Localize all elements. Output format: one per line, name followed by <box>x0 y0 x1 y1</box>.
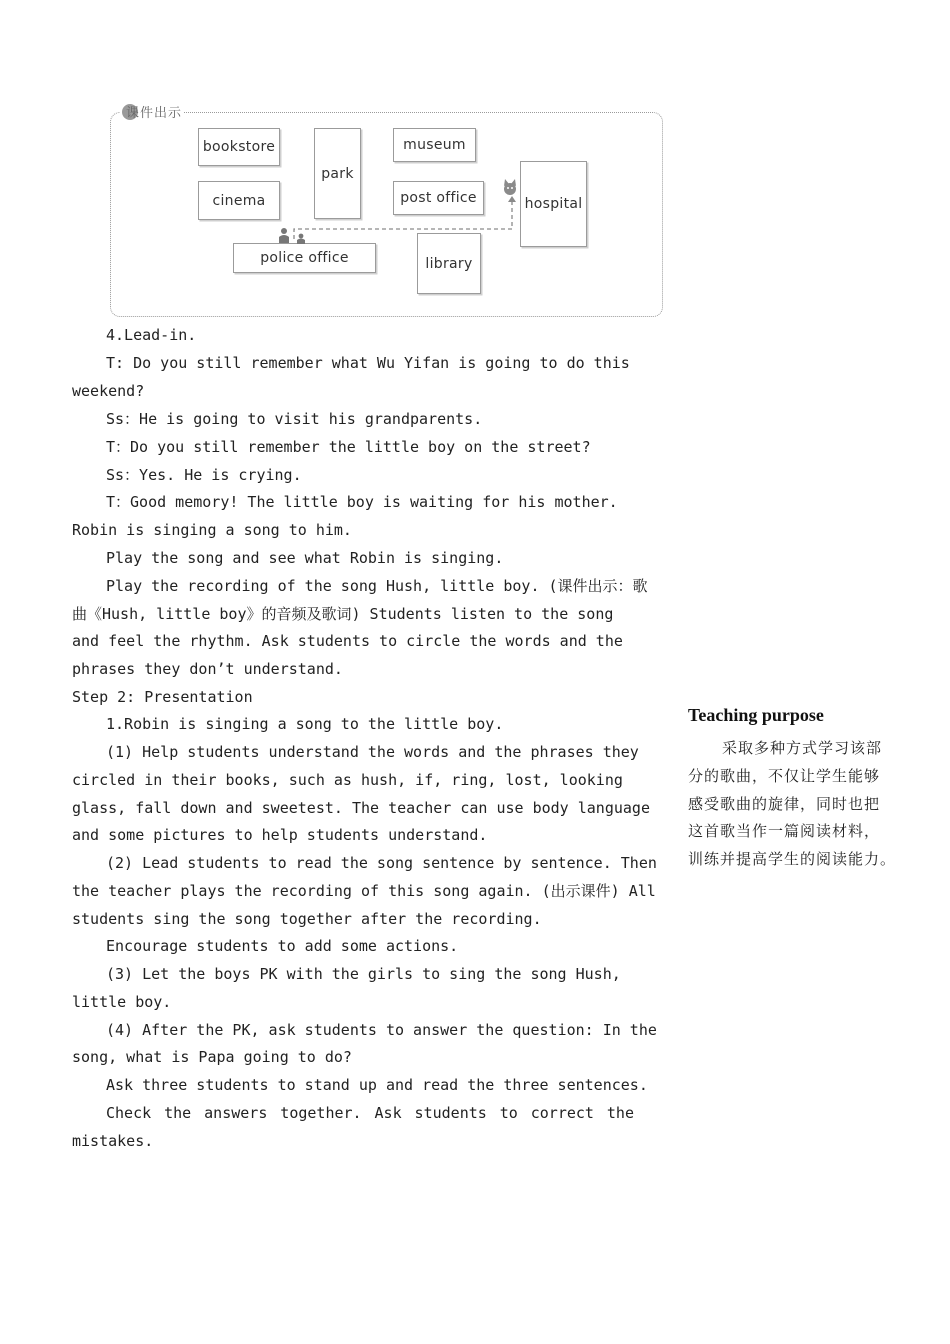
text-line: T：Good memory! The little boy is waiting for his mother. <box>106 493 618 511</box>
cinema-building: cinema <box>198 181 280 220</box>
side-text-line: 这首歌当作一篇阅读材料， <box>688 824 881 840</box>
cat-icon <box>504 179 516 195</box>
text-line: Ss：Yes. He is crying. <box>106 466 302 484</box>
text-line: Check the answers together. Ask students to correct the <box>106 1104 634 1122</box>
route-path <box>0 0 950 340</box>
text-line: circled in their books, such as hush, if, ring, lost, looking <box>72 771 623 789</box>
people-icon <box>279 228 305 244</box>
text-line: 4.Lead-in. <box>106 326 197 344</box>
text-line: little boy. <box>72 993 172 1011</box>
text-line: T: Do you still remember what Wu Yifan is going to do this <box>106 354 630 372</box>
text-line: Play the recording of the song Hush, little boy. (课件出示：歌 <box>106 577 648 595</box>
text-line: (4) After the PK, ask students to answer the question: In the <box>106 1021 657 1039</box>
text-line: 1.Robin is singing a song to the little boy. <box>106 715 504 733</box>
text-line: song, what is Papa going to do? <box>72 1048 352 1066</box>
text-line: (2) Lead students to read the song sentence by sentence. Then <box>106 854 657 872</box>
side-text-line: 感受歌曲的旋律，同时也把 <box>688 797 881 813</box>
text-line: Robin is singing a song to him. <box>72 521 352 539</box>
park-building: park <box>314 128 361 219</box>
teaching-purpose-title: Teaching purpose <box>688 705 824 725</box>
text-line: phrases they don’t understand. <box>72 660 343 678</box>
text-line: and some pictures to help students understand. <box>72 826 488 844</box>
hospital-building: hospital <box>520 161 587 247</box>
text-line: students sing the song together after the recording. <box>72 910 542 928</box>
text-line: (3) Let the boys PK with the girls to sing the song Hush, <box>106 965 621 983</box>
post-office-building: post office <box>393 181 484 215</box>
text-line: 曲《Hush, little boy》的音频及歌词) Students listen to the song <box>72 605 614 623</box>
text-line: glass, fall down and sweetest. The teacher can use body language <box>72 799 650 817</box>
library-building: library <box>417 233 481 294</box>
bookstore-building: bookstore <box>198 128 280 166</box>
map-tag-label: 课件出示 <box>126 106 183 121</box>
side-text-line: 训练并提高学生的阅读能力。 <box>688 852 897 868</box>
step-heading: Step 2: Presentation <box>72 688 253 706</box>
text-line: mistakes. <box>72 1132 154 1150</box>
text-line: (1) Help students understand the words and the phrases they <box>106 743 639 761</box>
side-text-line: 分的歌曲，不仅让学生能够 <box>688 769 881 785</box>
text-line: Ss：He is going to visit his grandparents. <box>106 410 483 428</box>
text-line: Play the song and see what Robin is singing. <box>106 549 504 567</box>
text-line: the teacher plays the recording of this song again. (出示课件) All <box>72 882 656 900</box>
police-office-building: police office <box>233 243 376 273</box>
text-line: weekend? <box>72 382 145 400</box>
text-line: Ask three students to stand up and read the three sentences. <box>106 1076 648 1094</box>
text-line: Encourage students to add some actions. <box>106 937 459 955</box>
text-line: and feel the rhythm. Ask students to circle the words and the <box>72 632 623 650</box>
museum-building: museum <box>393 128 476 162</box>
text-line: T：Do you still remember the little boy on the street? <box>106 438 591 456</box>
side-text-line: 采取多种方式学习该部 <box>722 741 883 757</box>
